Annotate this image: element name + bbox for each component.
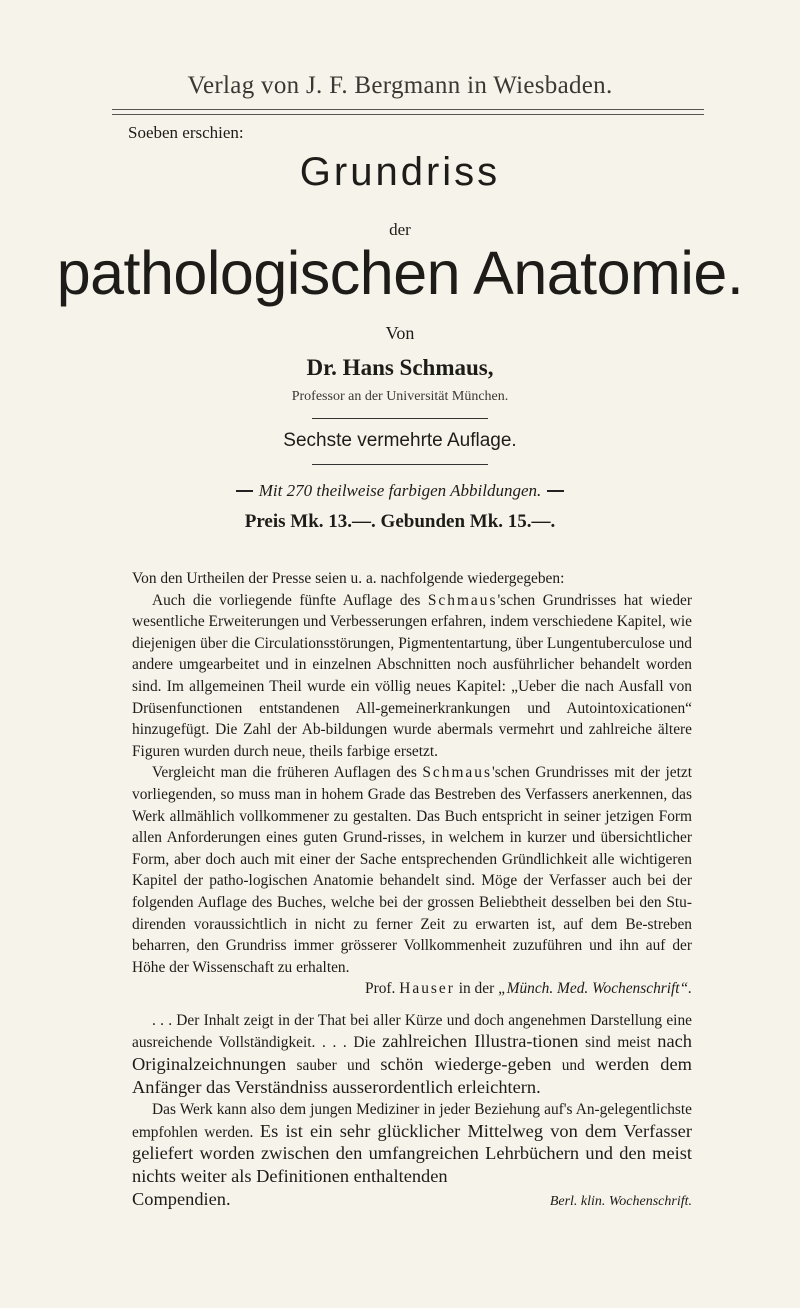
reviewer-name: Hauser	[399, 980, 455, 998]
review1-paragraph2	[132, 762, 692, 978]
header-double-rule	[112, 109, 704, 115]
review1-signature	[132, 978, 692, 1000]
review1-lead	[132, 568, 692, 590]
right-dash	[547, 490, 564, 492]
emphasis: Es ist ein sehr glücklicher Mittelweg von dem Verfasser geliefert worden zwischen den umfangreichen Lehrbüchern und den meist nichts weiter als Definitionen enthaltenden	[132, 1120, 692, 1187]
text: in der	[458, 980, 495, 998]
text: Das Werk kann also dem jungen Mediziner in jeder Beziehung auf's An-gelegentlichste empfohlen werden.	[132, 1101, 692, 1141]
text: und	[561, 1057, 585, 1075]
illustrations-line	[236, 481, 564, 501]
author-by: Von	[385, 323, 415, 343]
emphasis: zahlreichen Illustra-tionen	[382, 1031, 579, 1052]
emphasis: schön wiederge-geben	[380, 1054, 552, 1075]
book-title: Grundriss	[299, 150, 501, 194]
text: Vergleicht man die früheren Auflagen des	[152, 764, 417, 782]
review2-paragraph2	[132, 1099, 692, 1188]
text: 'schen Grundrisses mit der jetzt vorliegenden, so muss man in hohem Grade das Bestreben des Verfassers anerkennen, das Werk allmählich vollkommener zu gestalten. Das Buch entspricht in seiner jetzigen Form allen Anforderungen eines guten Grund-risses, in welchem in kurzer und übersichtlicher Form, aber doch auch mit einer der Sache entsprechenden Gründlichkeit alle wichtigeren Kapitel der patho-logischen Anatomie behandelt sind. Möge der Verfasser auch bei der folgenden Auflage des Buches, welche bei der grossen Beliebtheit desselben bei den Stu-direnden voraussichtlich in nicht zu ferner Zeit zu erwarten ist, auf dem Be-streben beharren, den Grundriss immer grösserer Vollkommenheit zuzuführen und ihn auf der Höhe der Wissenschaft zu erhalten.	[132, 764, 692, 976]
emphasis: nach Originalzeichnungen	[132, 1031, 692, 1075]
left-dash	[236, 490, 253, 492]
author-name-spaced: Schmaus	[427, 591, 498, 609]
text: Auch die vorliegende fünfte Auflage des	[152, 591, 421, 609]
edition-bottom-rule	[312, 464, 488, 465]
text: sind meist	[585, 1034, 651, 1052]
review1-lead-text: Von den Urtheilen der Presse seien u. a. nachfolgende wiedergegeben:	[132, 570, 565, 587]
edition-label: Sechste vermehrte Auflage.	[283, 430, 517, 451]
text: Prof.	[365, 980, 396, 998]
intro-label: Soeben erschien:	[128, 123, 244, 142]
edition-top-rule	[312, 418, 488, 419]
emphasis: Compendien.	[132, 1188, 231, 1209]
review1-source: „Münch. Med. Wochenschrift“.	[498, 980, 692, 998]
author-position: Professor an der Universität München.	[291, 389, 509, 404]
reviews-body	[132, 568, 692, 1212]
text: 'schen Grundrisses hat wieder wesentliche Erweiterungen und Verbesserungen erfahren, indem verschiedene Kapitel, wie diejenigen über die Circulationsstörungen, Pigmententartung, über Lungentuberculose und andere umgearbeitet und in einzelnen Abschnitten noch ausführlicher behandelt worden sind. Im allgemeinen Theil wurde ein völlig neues Kapitel: „Ueber die nach Ausfall von Drüsenfunctionen entstandenen All-gemeinerkrankungen und Autointoxicationen“ hinzugefügt. Die Zahl der Ab-bildungen wurde abermals vermehrt und zahlreiche ältere Figuren wurden durch neue, theils farbige ersetzt.	[132, 591, 692, 760]
book-subtitle: pathologischen Anatomie.	[56, 239, 744, 307]
price-line: Preis Mk. 13.—. Gebunden Mk. 15.—.	[244, 511, 556, 532]
title-article: der	[389, 220, 411, 239]
text: sauber und	[296, 1057, 371, 1075]
illustrations-note: Mit 270 theilweise farbigen Abbildungen.	[258, 481, 542, 500]
author-name-spaced: Schmaus	[422, 764, 492, 782]
review2-source: Berl. klin. Wochenschrift.	[549, 1193, 692, 1209]
author-name: Dr. Hans Schmaus,	[306, 355, 494, 380]
text: . . . Der Inhalt zeigt in der That bei aller Kürze und doch angenehmen Darstellung eine ausreichende Vollständigkeit. . . . Die	[132, 1011, 692, 1052]
review2-final-line	[132, 1189, 692, 1213]
publisher-heading: Verlag von J. F. Bergmann in Wiesbaden.	[187, 72, 613, 99]
review1-paragraph1	[132, 590, 692, 763]
emphasis: werden dem Anfänger das Verständniss ausserordentlich erleichtern.	[132, 1054, 692, 1097]
review2-paragraph1	[132, 1010, 692, 1099]
